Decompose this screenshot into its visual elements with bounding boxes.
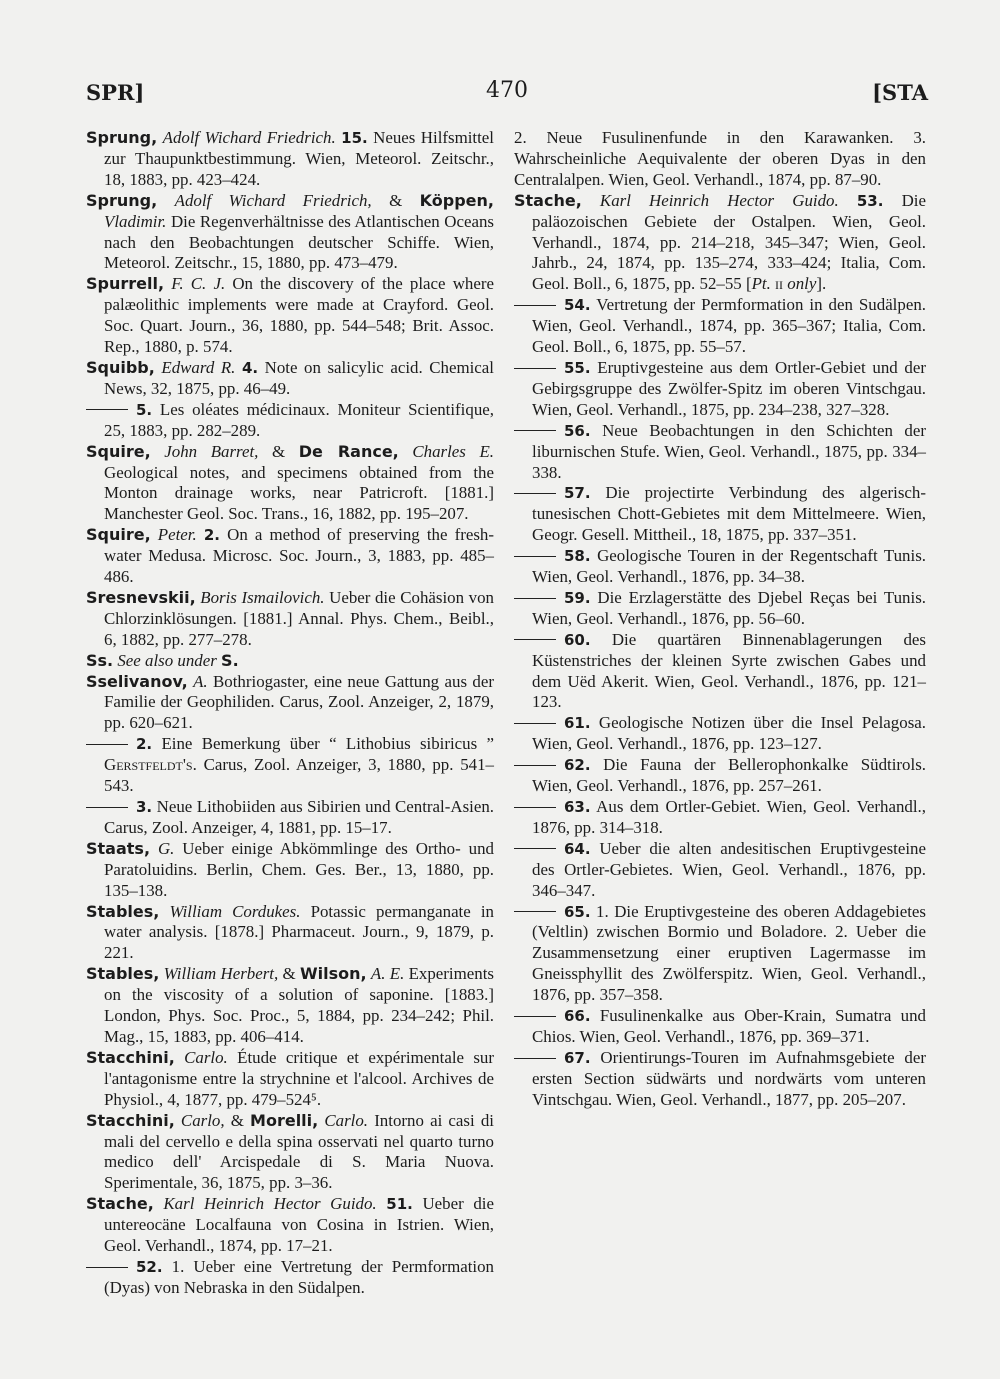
entry-text: . Carus, Zool. Anzeiger, 3, 1880, pp. 541–543. bbox=[104, 755, 494, 796]
entry-text: Die quartären Binnenablagerungen des Küstenstriches der kleinen Syrte zwischen Gabes und dem Uëd Akerit. Wien, Geol. Verhandl., 1876, pp. 121–123. bbox=[532, 629, 926, 712]
ditto-dash bbox=[514, 639, 556, 640]
entry-text: Aus dem Ortler-Gebiet. Wien, Geol. Verhandl., 1876, pp. 314–318. bbox=[532, 797, 926, 837]
entry-text: Neue Beobachtungen in den Schichten der liburnischen Stufe. Wien, Geol. Verhandl., 1875, pp. 334–338. bbox=[532, 420, 926, 482]
italic-text: Vladimir. bbox=[104, 211, 167, 231]
entry-number: 63. bbox=[564, 798, 591, 816]
bibliography-entry bbox=[86, 588, 494, 651]
entry-text bbox=[175, 1048, 184, 1067]
ditto-dash bbox=[514, 848, 556, 849]
entry-text: 1. Ueber eine Vertretung der Permformation (Dyas) von Nebraska in den Südalpen. bbox=[104, 1256, 494, 1297]
ditto-dash bbox=[514, 911, 556, 912]
bibliography-entry bbox=[86, 902, 494, 965]
entry-text: Neues Hilfsmittel zur Thaupunktbestimmung. Wien, Meteorol. Zeitschr., 18, 1883, pp. 423–424. bbox=[104, 128, 494, 189]
entry-text: & bbox=[278, 964, 300, 984]
entry-number: 66. bbox=[564, 1007, 591, 1026]
entry-text: Eine Bemerkung über “ Lithobius sibiricus ” bbox=[152, 734, 494, 754]
entry-number: 54. bbox=[564, 296, 591, 315]
ditto-dash bbox=[514, 493, 556, 494]
entry-text: ]. bbox=[816, 274, 827, 294]
bibliography-entry bbox=[86, 525, 494, 588]
bibliography-entry bbox=[86, 672, 494, 735]
bibliography-entry bbox=[86, 1194, 494, 1257]
entry-text: Note on salicylic acid. Chemical News, 32, 1875, pp. 46–49. bbox=[104, 357, 494, 398]
bibliography-entry bbox=[86, 128, 494, 191]
entry-text: Neue Lithobiiden aus Sibirien und Central-Asien. Carus, Zool. Anzeiger, 4, 1881, pp. 15–17. bbox=[104, 797, 494, 837]
ditto-dash bbox=[514, 723, 556, 724]
entry-text: Ueber einige Abkömmlinge des Ortho- und Paratoluidins. Berlin, Chem. Ges. Ber., 13, 1880, pp. 135–138. bbox=[104, 838, 494, 900]
entry-text bbox=[377, 1194, 387, 1213]
author-name: Staats, bbox=[86, 838, 151, 858]
header-right-range: [STA bbox=[872, 80, 928, 105]
entry-number: 15. bbox=[341, 129, 368, 147]
entry-text: Bothriogaster, eine neue Gattung aus der Familie der Geophiliden. Carus, Zool. Anzeiger, 2, 1879, pp. 620–621. bbox=[104, 671, 494, 733]
author-name: Sprung, bbox=[86, 128, 158, 147]
entry-text: Geologische Notizen über die Insel Pelagosa. Wien, Geol. Verhandl., 1876, pp. 123–127. bbox=[532, 713, 926, 754]
bibliography-entry bbox=[514, 755, 926, 797]
bibliography-entry bbox=[514, 295, 926, 358]
bibliography-entry bbox=[514, 191, 926, 296]
ditto-dash bbox=[514, 598, 556, 599]
bibliography-entry bbox=[86, 191, 494, 275]
entry-text: 2. Neue Fusulinenfunde in den Karawanken. 3. Wahrscheinliche Aequivalente der oberen Dyas in den Centralalpen. Wien, Geol. Verhandl., 1874, pp. 87–90. bbox=[514, 128, 926, 189]
entry-number: 64. bbox=[564, 839, 591, 858]
italic-text: Pt. bbox=[751, 274, 771, 294]
entry-text: Intorno ai casi di mali del cervello e della spina osservati nel quarto turno medico dell' Arcispedale di S. Maria Nuova. Sperimentale, 36, 1875, pp. 3–36. bbox=[104, 1110, 494, 1193]
italic-text: F. C. J. bbox=[171, 274, 226, 294]
header-left-range: SPR] bbox=[86, 80, 145, 105]
author-name: De Rance, bbox=[298, 441, 399, 461]
italic-text: John Barret, bbox=[164, 441, 259, 461]
italic-text: G. bbox=[157, 838, 175, 858]
entry-text: Experiments on the viscosity of a solution of saponine. [1883.] London, Phys. Soc. Proc., 5, 1884, pp. 234–242; Phil. Mag., 15, 1883, pp. 406–414. bbox=[104, 964, 494, 1046]
entry-text: On the discovery of the place where palæolithic implements were made at Crayford. Geol. Soc. Quart. Journ., 36, 1880, pp. 544–548; Brit. Assoc. Rep., 1880, p. 574. bbox=[104, 274, 494, 357]
entry-text: Fusulinenkalke aus Ober-Krain, Sumatra und Chios. Wien, Geol. Verhandl., 1876, pp. 369–371. bbox=[532, 1006, 926, 1046]
italic-text: Carlo. bbox=[184, 1047, 228, 1067]
entry-number: 58. bbox=[564, 547, 591, 566]
bibliography-entry bbox=[86, 400, 494, 442]
author-name: Stacchini, bbox=[86, 1110, 175, 1130]
entry-text: Eruptivgesteine aus dem Ortler-Gebiet und der Gebirgsgruppe des Zwölfer-Spitz im oberen Vintschgau. Wien, Geol. Verhandl., 1875, pp. 234–238, 327–328. bbox=[532, 357, 926, 419]
bibliography-entry bbox=[514, 588, 926, 630]
ditto-dash bbox=[86, 807, 128, 808]
entry-number: 59. bbox=[564, 588, 591, 607]
entry-text: Die Fauna der Bellerophonkalke Südtirols. Wien, Geol. Verhandl., 1876, pp. 257–261. bbox=[532, 755, 926, 796]
ditto-dash bbox=[514, 807, 556, 808]
entry-text bbox=[151, 525, 158, 544]
italic-text: Charles E. bbox=[412, 441, 494, 461]
entry-text: Étude critique et expérimentale sur l'antagonisme entre la strychnine et l'alcool. Archives de Physiol., 4, 1877, pp. 479–524⁵. bbox=[104, 1047, 494, 1109]
entry-text: 1. Die Eruptivgesteine des oberen Addagebietes (Veltlin) zwischen Bormio und Boladore. 2. Ueber die Zusammensetzung einer eruptiven Lagermasse im Gneissphyllit des Zwölferspitz. Wien, Geol. Verhandl., 1876, pp. 357–358. bbox=[532, 901, 926, 1005]
entry-text: On a method of preserving the fresh-water Medusa. Microsc. Soc. Journ., 3, 1883, pp. 485–486. bbox=[104, 525, 494, 587]
italic-text: Carlo, bbox=[180, 1110, 225, 1130]
bibliography-entry bbox=[86, 442, 494, 526]
entry-number: 56. bbox=[564, 421, 591, 440]
running-header bbox=[86, 80, 928, 110]
bibliography-entry bbox=[86, 734, 494, 797]
author-name: Stacchini, bbox=[86, 1047, 175, 1067]
entry-number: 60. bbox=[564, 630, 591, 649]
author-name: Squire, bbox=[86, 441, 151, 461]
entry-text: Les oléates médicinaux. Moniteur Scientifique, 25, 1883, pp. 282–289. bbox=[104, 399, 494, 440]
author-name: Sresnevskii, bbox=[86, 587, 196, 607]
entry-text bbox=[839, 191, 857, 210]
ditto-dash bbox=[514, 765, 556, 766]
bibliography-entry bbox=[86, 839, 494, 902]
entry-number: 2. bbox=[203, 526, 220, 545]
italic-text: Carlo. bbox=[324, 1110, 369, 1130]
entry-text: Die Regenverhältnisse des Atlantischen Oceans nach den Beobachtungen deutscher Schiffe. Wien, Meteorol. Zeitschr., 15, 1880, pp. 473–479. bbox=[104, 211, 494, 273]
entry-number: 65. bbox=[564, 902, 591, 921]
author-name: Spurrell, bbox=[86, 274, 165, 294]
italic-text: Karl Heinrich Hector Guido. bbox=[163, 1194, 377, 1214]
author-name: Stables, bbox=[86, 964, 160, 984]
entry-number: 52. bbox=[136, 1257, 163, 1276]
entry-text bbox=[399, 442, 413, 461]
bibliography-entry bbox=[514, 1048, 926, 1111]
italic-text: William Cordukes. bbox=[169, 901, 301, 921]
ditto-dash bbox=[514, 430, 556, 431]
entry-number: 57. bbox=[564, 484, 591, 503]
italic-text: Edward R. bbox=[161, 357, 236, 377]
bibliography-entry bbox=[86, 797, 494, 839]
bibliography-entry bbox=[514, 839, 926, 902]
entry-number: 5. bbox=[136, 400, 153, 419]
right-column bbox=[514, 128, 926, 1111]
author-name: Stache, bbox=[86, 1194, 154, 1214]
ditto-dash bbox=[86, 744, 128, 745]
left-column bbox=[86, 128, 494, 1299]
bibliography-entry bbox=[86, 358, 494, 400]
entry-text bbox=[151, 442, 165, 461]
entry-text: Ueber die alten andesitischen Eruptivgesteine des Ortler-Gebietes. Wien, Geol. Verhandl., 1876, pp. 346–347. bbox=[532, 838, 926, 900]
italic-text: William Herbert, bbox=[163, 964, 279, 984]
italic-text: A. bbox=[193, 671, 208, 691]
ditto-dash bbox=[514, 1016, 556, 1017]
bibliography-entry bbox=[514, 902, 926, 1007]
entry-number: 55. bbox=[564, 358, 591, 377]
ditto-dash bbox=[86, 409, 128, 410]
bibliography-entry bbox=[514, 630, 926, 714]
entry-number: 62. bbox=[564, 756, 591, 775]
author-name: Stables, bbox=[86, 901, 160, 921]
bibliography-entry bbox=[514, 713, 926, 755]
bibliography-entry bbox=[86, 274, 494, 358]
small-caps-text: Gerstfeldt's bbox=[104, 755, 193, 775]
ditto-dash bbox=[514, 1058, 556, 1059]
entry-text: & bbox=[258, 441, 299, 461]
italic-text: Peter. bbox=[157, 525, 197, 545]
author-name: Squire, bbox=[86, 525, 151, 545]
italic-text: A. E. bbox=[370, 964, 405, 984]
ditto-dash bbox=[514, 556, 556, 557]
entry-text: Geologische Touren in der Regentschaft Tunis. Wien, Geol. Verhandl., 1876, pp. 34–38. bbox=[532, 546, 926, 587]
entry-text: Die projectirte Verbindung des algerisch-tunesischen Chott-Gebietes mit dem Mittelmeere. Wien, Geogr. Gesell. Mittheil., 18, 1875, pp. 337–351. bbox=[532, 483, 926, 545]
entry-text bbox=[154, 1194, 164, 1213]
italic-text: only bbox=[787, 274, 817, 294]
author-name: Sselivanov, bbox=[86, 671, 188, 691]
entry-number: 67. bbox=[564, 1048, 591, 1067]
entry-text bbox=[157, 191, 174, 210]
entry-text: Vertretung der Permformation in den Sudälpen. Wien, Geol. Verhandl., 1874, pp. 365–367; Italia, Com. Geol. Boll., 6, 1875, pp. 55–57. bbox=[532, 295, 926, 357]
author-name: Morelli, bbox=[250, 1110, 319, 1130]
ditto-dash bbox=[86, 1267, 128, 1268]
entry-text: Geological notes, and specimens obtained from the Monton drainage works, near Patricroft. [1881.] Manchester Geol. Soc. Trans., 16, 1882, pp. 195–207. bbox=[104, 462, 494, 524]
entry-text: Ueber die Cohäsion von Chlorzinklösungen. [1881.] Annal. Phys. Chem., Beibl., 6, 1882, pp. 277–278. bbox=[104, 587, 494, 649]
entry-number: 4. bbox=[241, 358, 259, 377]
bibliography-entry bbox=[514, 128, 926, 191]
bibliography-entry bbox=[86, 964, 494, 1048]
bibliography-entry bbox=[514, 1006, 926, 1048]
author-name: Wilson, bbox=[299, 964, 367, 984]
entry-number: 51. bbox=[386, 1195, 413, 1214]
entry-text: & bbox=[371, 190, 420, 210]
bibliography-entry bbox=[514, 797, 926, 839]
small-caps-text: ii bbox=[775, 274, 784, 294]
entry-text bbox=[197, 525, 204, 544]
author-name: S. bbox=[221, 650, 239, 670]
bibliography-entry bbox=[86, 651, 494, 672]
bibliography-entry bbox=[514, 421, 926, 484]
bibliography-entry bbox=[514, 358, 926, 421]
entry-text: Die Erzlagerstätte des Djebel Reças bei Tunis. Wien, Geol. Verhandl., 1876, pp. 56–60. bbox=[532, 587, 926, 628]
entry-text: Orientirungs-Touren im Aufnahmsgebiete der ersten Section südwärts und nordwärts vom unteren Vintschgau. Wien, Geol. Verhandl., 1877, pp. 205–207. bbox=[532, 1047, 926, 1109]
bibliography-entry bbox=[86, 1111, 494, 1195]
entry-text: & bbox=[224, 1110, 251, 1130]
entry-text: Die paläozoischen Gebiete der Ostalpen. Wien, Geol. Verhandl., 1874, pp. 214–218, 345–347; Wien, Geol. Jahrb., 24, 1874, pp. 135–274, 333–424; Italia, Com. Geol. Boll., 6, 1875, pp. 52–55 [ bbox=[532, 190, 926, 294]
italic-text: Karl Heinrich Hector Guido. bbox=[599, 190, 839, 210]
author-name: Squibb, bbox=[86, 357, 155, 377]
italic-text: Adolf Wichard Friedrich, bbox=[174, 190, 372, 210]
author-name: Ss. bbox=[86, 650, 114, 670]
bibliography-entry bbox=[514, 483, 926, 546]
entry-text bbox=[150, 839, 158, 858]
bibliography-entry bbox=[514, 546, 926, 588]
italic-text: Boris Ismailovich. bbox=[200, 587, 325, 607]
entry-number: 61. bbox=[564, 714, 591, 733]
entry-text: Ueber die untereocäne Localfauna von Cosina in Istrien. Wien, Geol. Verhandl., 1874, pp. 17–21. bbox=[104, 1194, 494, 1256]
author-name: Sprung, bbox=[86, 190, 158, 210]
italic-text: Adolf Wichard Friedrich. bbox=[162, 128, 336, 147]
ditto-dash bbox=[514, 305, 556, 306]
entry-number: 53. bbox=[856, 191, 884, 210]
entry-text: Potassic permanganate in water analysis. [1878.] Pharmaceut. Journ., 9, 1879, p. 221. bbox=[104, 901, 494, 963]
bibliography-entry bbox=[86, 1048, 494, 1111]
entry-text bbox=[582, 191, 600, 210]
author-name: Köppen, bbox=[419, 190, 494, 210]
bibliography-entry bbox=[86, 1257, 494, 1299]
entry-number: 3. bbox=[136, 798, 153, 816]
author-name: Stache, bbox=[514, 190, 582, 210]
ditto-dash bbox=[514, 368, 556, 369]
entry-text bbox=[159, 902, 169, 921]
entry-number: 2. bbox=[136, 735, 153, 754]
italic-text: See also under bbox=[117, 650, 217, 670]
page-number: 470 bbox=[486, 78, 528, 103]
